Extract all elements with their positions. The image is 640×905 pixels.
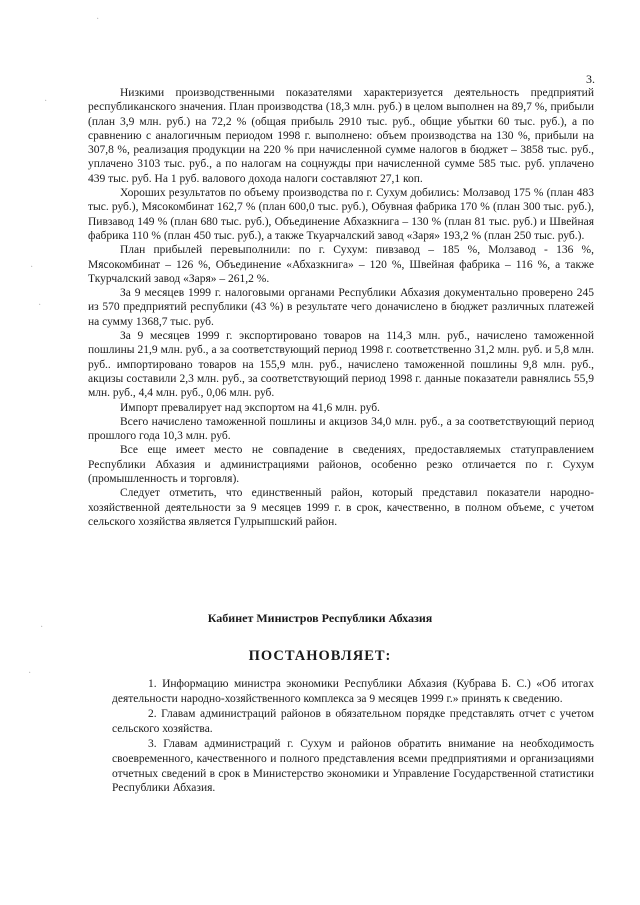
resolve-heading: ПОСТАНОВЛЯЕТ:: [248, 648, 392, 664]
scan-mark: ·: [38, 300, 42, 311]
cabinet-heading: Кабинет Министров Республики Абхазия: [207, 611, 433, 625]
paragraph: Хороших результатов по объему производства по г. Сухум добились: Молзавод 175 % (план 483 тыс. руб.), Мясокомбинат 162,7 % (план 600,0 тыс. руб.), Обувная фабрика 170 % (план 300 тыс. руб.), Пивзавод 149 % (план 680 тыс. руб.), Объединение Абхазкнига – 130 % (план 81 тыс. руб.) и Швейная фабрика 110 % (план 450 тыс. руб.), а также Ткуарчалский завод «Заря» 193,2 % (план 250 тыс. руб.).: [88, 187, 594, 242]
paragraph: Следует отметить, что единственный район, который представил показатели народно-хозяйственной деятельности за 9 месяцев 1999 г. в срок, качественно, в полном объеме, с учетом сельского хозяйства является Гулрыпшский район.: [88, 487, 594, 528]
resolution-list: [112, 677, 594, 797]
scan-mark: ·: [30, 262, 34, 273]
paragraph: За 9 месяцев 1999 г. налоговыми органами Республики Абхазия документально проверено 245 из 570 предприятий республики (43 %) в результате чего доначислено в бюджет различных платежей на сумму 1368,7 тыс. руб.: [88, 287, 594, 328]
paragraph: План прибылей перевыполнили: по г. Сухум: пивзавод – 185 %, Молзавод - 136 %, Мясокомбинат – 126 %, Объединение «Абхазкнига» – 120 %, Швейная фабрика – 116 %, а также Ткурчалский завод «Заря» – 261,2 %.: [88, 244, 594, 285]
body-text: [88, 86, 594, 529]
scan-mark: ·: [40, 622, 44, 633]
page-number: 3.: [586, 72, 595, 86]
paragraph: Низкими производственными показателями характеризуется деятельность предприятий республиканского значения. План производства (18,3 млн. руб.) в целом выполнен на 89,7 %, прибыли (план 3,9 млн. руб.) на 72,2 % (общая прибыль 2910 тыс. руб., общие убытки 60 тыс. руб.), а по сравнению с аналогичным периодом 1998 г. выполнено: объем производства на 130 %, прибыли на 307,8 %, реализация продукции на 220 % при начисленной сумме налогов в бюджет – 3858 тыс. руб., уплачено 3103 тыс. руб., а по налогам на соцнужды при начисленной сумме 585 тыс. руб. уплачено 439 тыс. руб. На 1 руб. валового дохода налоги составляют 27,1 коп.: [88, 87, 594, 185]
scan-mark: ·: [28, 668, 32, 679]
resolution-item: 1. Информацию министра экономики Республики Абхазия (Кубрава Б. С.) «Об итогах деятельности народно-хозяйственного комплекса за 9 месяцев 1999 г.» принять к сведению.: [112, 678, 594, 705]
paragraph: За 9 месяцев 1999 г. экспортировано товаров на 114,3 млн. руб., начислено таможенной пошлины 21,9 млн. руб., а за соответствующий период 1998 г. соответственно 31,2 млн. руб. и 5,8 млн. руб.. импортировано товаров на 155,9 млн. руб., начислено таможенной пошлины 9,8 млн. руб., акцизы составили 2,3 млн. руб., за соответствующий период 1998 г. данные показатели равнялись 55,9 млн. руб., 4,4 млн. руб., 0,06 млн. руб.: [88, 330, 594, 400]
paragraph: Всего начислено таможенной пошлины и акцизов 34,0 млн. руб., а за соответствующий период прошлого года 10,3 млн. руб.: [88, 415, 594, 443]
scan-mark: ·: [44, 96, 48, 107]
scan-mark: ·: [96, 14, 100, 25]
resolution-item: 2. Главам администраций районов в обязательном порядке представлять отчет с учетом сельского хозяйства.: [112, 708, 594, 735]
paragraph: Импорт превалирует над экспортом на 41,6 млн. руб.: [120, 401, 380, 414]
resolution-item: 3. Главам администраций г. Сухум и районов обратить внимание на необходимость своевременного, качественного и полного представления всеми предприятиями и организациями отчетных сведений в срок в Министерство экономики и Управление Государственной статистики Республики Абхазия.: [112, 738, 594, 795]
paragraph: Все еще имеет место не совпадение в сведениях, предоставляемых статуправлением Республики Абхазия и администрациями районов, особенно резко отличается по г. Сухум (промышленность и торговля).: [88, 444, 594, 486]
